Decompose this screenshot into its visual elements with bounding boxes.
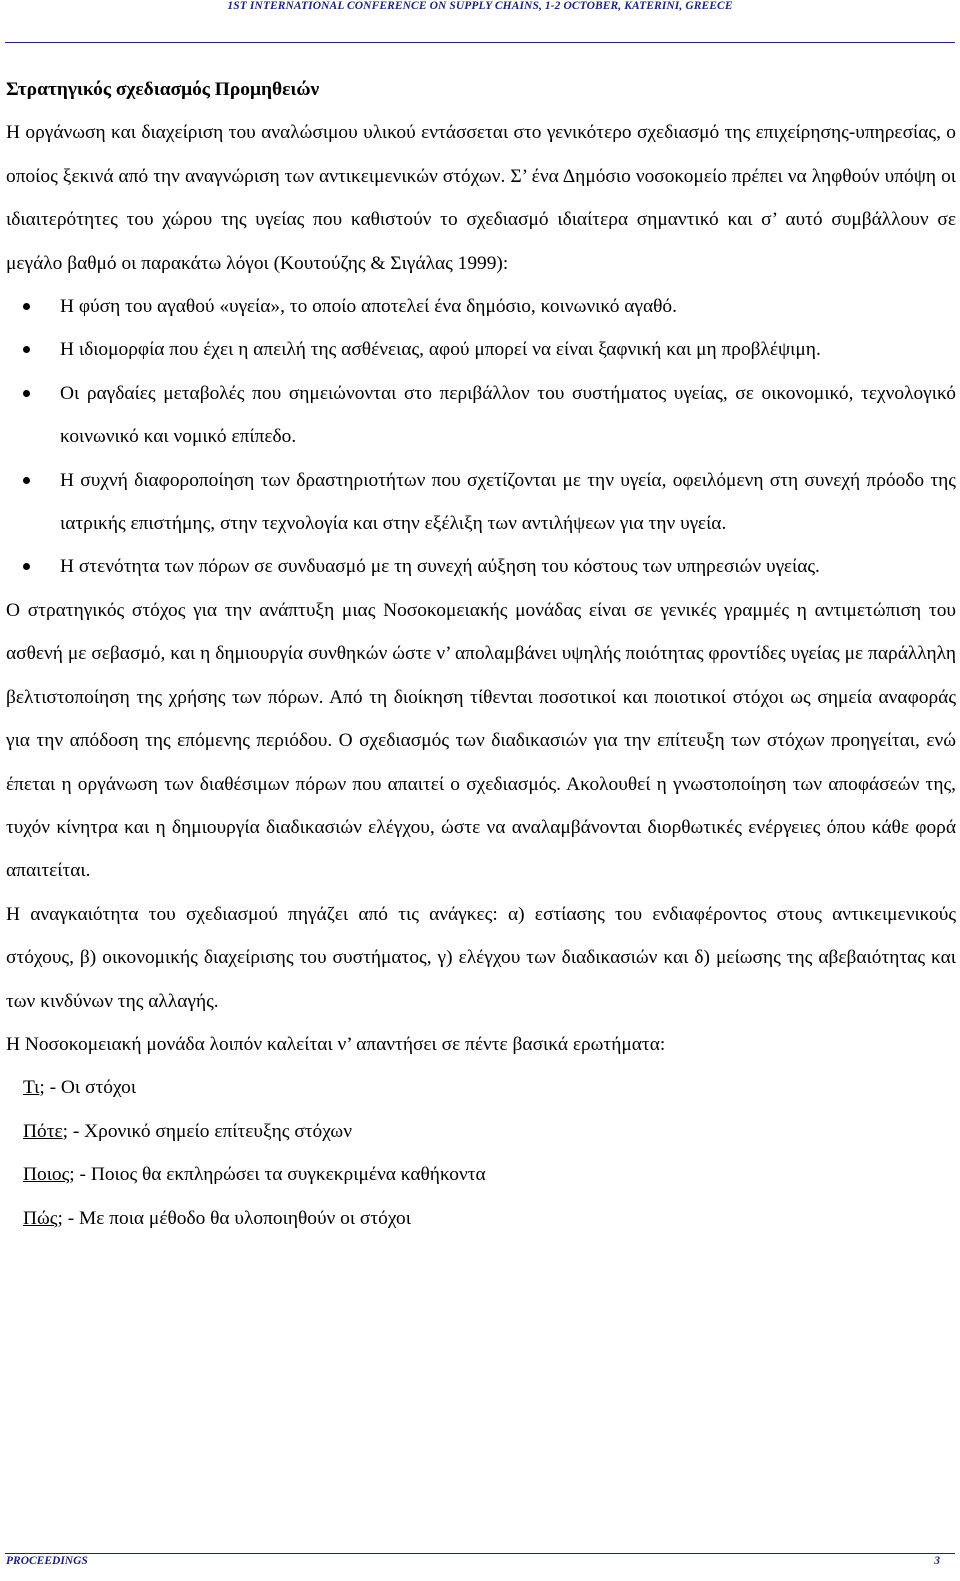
- necessity-paragraph: Η αναγκαιότητα του σχεδιασμού πηγάζει από τις ανάγκες: α) εστίασης του ενδιαφέροντος στους αντικειμενικούς στόχους, β) οικονομικής διαχείρισης του συστήματος, γ) ελέγχου των διαδικασιών και δ) μείωσης της αβεβαιότητας και των κινδύνων της αλλαγής.: [6, 903, 956, 1012]
- question-item: [6, 1110, 956, 1153]
- question-item: [6, 1153, 956, 1196]
- list-item-text: Οι ραγδαίες μεταβολές που σημειώνονται στο περιβάλλον του συστήματος υγείας, σε οικονομικό, τεχνολογικό κοινωνικό και νομικό επίπεδο.: [60, 382, 956, 448]
- list-item-text: Η στενότητα των πόρων σε συνδυασμό με τη συνεχή αύξηση του κόστους των υπηρεσιών υγείας.: [60, 556, 820, 578]
- list-item-text: Η συχνή διαφοροποίηση των δραστηριοτήτων που σχετίζονται με την υγεία, οφειλόμενη στη συνεχή πρόοδο της ιατρικής επιστήμης, στην τεχνολογία και στην εξέλιξη των αντιλήψεων για την υγεία.: [60, 469, 956, 535]
- question-item: [6, 1066, 956, 1109]
- list-item: [6, 328, 956, 371]
- footer-proceedings-label: PROCEEDINGS: [6, 1555, 88, 1567]
- strategy-paragraph: Ο στρατηγικός στόχος για την ανάπτυξη μιας Νοσοκομειακής μονάδας είναι σε γενικές γραμμές η αντιμετώπιση του ασθενή με σεβασμό, και η δημιουργία συνθηκών ώστε ν’ απολαμβάνει υψηλής ποιότητας φροντίδες υγείας με παράλληλη βελτιστοποίηση της χρήσης των πόρων. Από τη διοίκηση τίθενται ποσοτικοί και ποιοτικοί στόχοι ως σημεία αναφοράς για την απόδοση της επόμενης περιόδου. Ο σχεδιασμός των διαδικασιών για την επίτευξη των στόχων προηγείται, ενώ έπεται η οργάνωση των διαθέσιμων πόρων που απαιτεί ο σχεδιασμός. Ακολουθεί η γνωστοποίηση των αποφάσεών της, τυχόν κίνητρα και η δημιουργία διαδικασιών ελέγχου, ώστε να αναλαμβάνονται διορθωτικές ενέργειες όπου κάθε φορά απαιτείται.: [6, 599, 956, 882]
- question-item: [6, 1197, 956, 1240]
- question-answer: ; - Με ποια μέθοδο θα υλοποιηθούν οι στόχοι: [57, 1207, 411, 1229]
- question-keyword: Πώς: [23, 1207, 58, 1229]
- question-answer: ; - Χρονικό σημείο επίτευξης στόχων: [62, 1120, 352, 1142]
- header-divider: [5, 42, 955, 43]
- bullet-icon: [23, 390, 30, 397]
- question-answer: ; - Οι στόχοι: [39, 1077, 137, 1099]
- list-item: [6, 459, 956, 546]
- page-number: 3: [934, 1555, 940, 1567]
- bullet-icon: [23, 477, 30, 484]
- list-item: [6, 285, 956, 328]
- reasons-list: [6, 285, 956, 589]
- questions-intro: Η Νοσοκομειακή μονάδα λοιπόν καλείται ν’ απαντήσει σε πέντε βασικά ερωτήματα:: [6, 1033, 666, 1055]
- question-keyword: Ποιος: [23, 1164, 70, 1186]
- bullet-icon: [23, 346, 30, 353]
- section-heading: Στρατηγικός σχεδιασμός Προμηθειών: [6, 79, 320, 100]
- intro-paragraph: Η οργάνωση και διαχείριση του αναλώσιμου υλικού εντάσσεται στο γενικότερο σχεδιασμό της επιχείρησης-υπηρεσίας, ο οποίος ξεκινά από την αναγνώριση των αντικειμενικών στόχων. Σ’ ένα Δημόσιο νοσοκομείο πρέπει να ληφθούν υπόψη οι ιδιαιτερότητες του χώρου της υγείας που καθιστούν το σχεδιασμό ιδιαίτερα σημαντικό και σ’ αυτό συμβάλλουν σε μεγάλο βαθμό οι παρακάτω λόγοι (Κουτούζης & Σιγάλας 1999):: [6, 122, 956, 274]
- page-content: [6, 68, 956, 1240]
- footer-divider: [5, 1553, 955, 1554]
- question-keyword: Τι: [23, 1077, 40, 1099]
- list-item: [6, 372, 956, 459]
- bullet-icon: [23, 563, 30, 570]
- question-keyword: Πότε: [23, 1120, 63, 1142]
- list-item: [6, 545, 956, 588]
- bullet-icon: [23, 303, 30, 310]
- question-answer: ; - Ποιος θα εκπληρώσει τα συγκεκριμένα καθήκοντα: [69, 1164, 486, 1186]
- list-item-text: Η φύση του αγαθού «υγεία», το οποίο αποτελεί ένα δημόσιο, κοινωνικό αγαθό.: [60, 296, 677, 318]
- list-item-text: Η ιδιομορφία που έχει η απειλή της ασθένειας, αφού μπορεί να είναι ξαφνική και μη προβλέψιμη.: [60, 339, 821, 361]
- running-header: 1ST INTERNATIONAL CONFERENCE ON SUPPLY CHAINS, 1-2 OCTOBER, KATERINI, GREECE: [227, 0, 733, 12]
